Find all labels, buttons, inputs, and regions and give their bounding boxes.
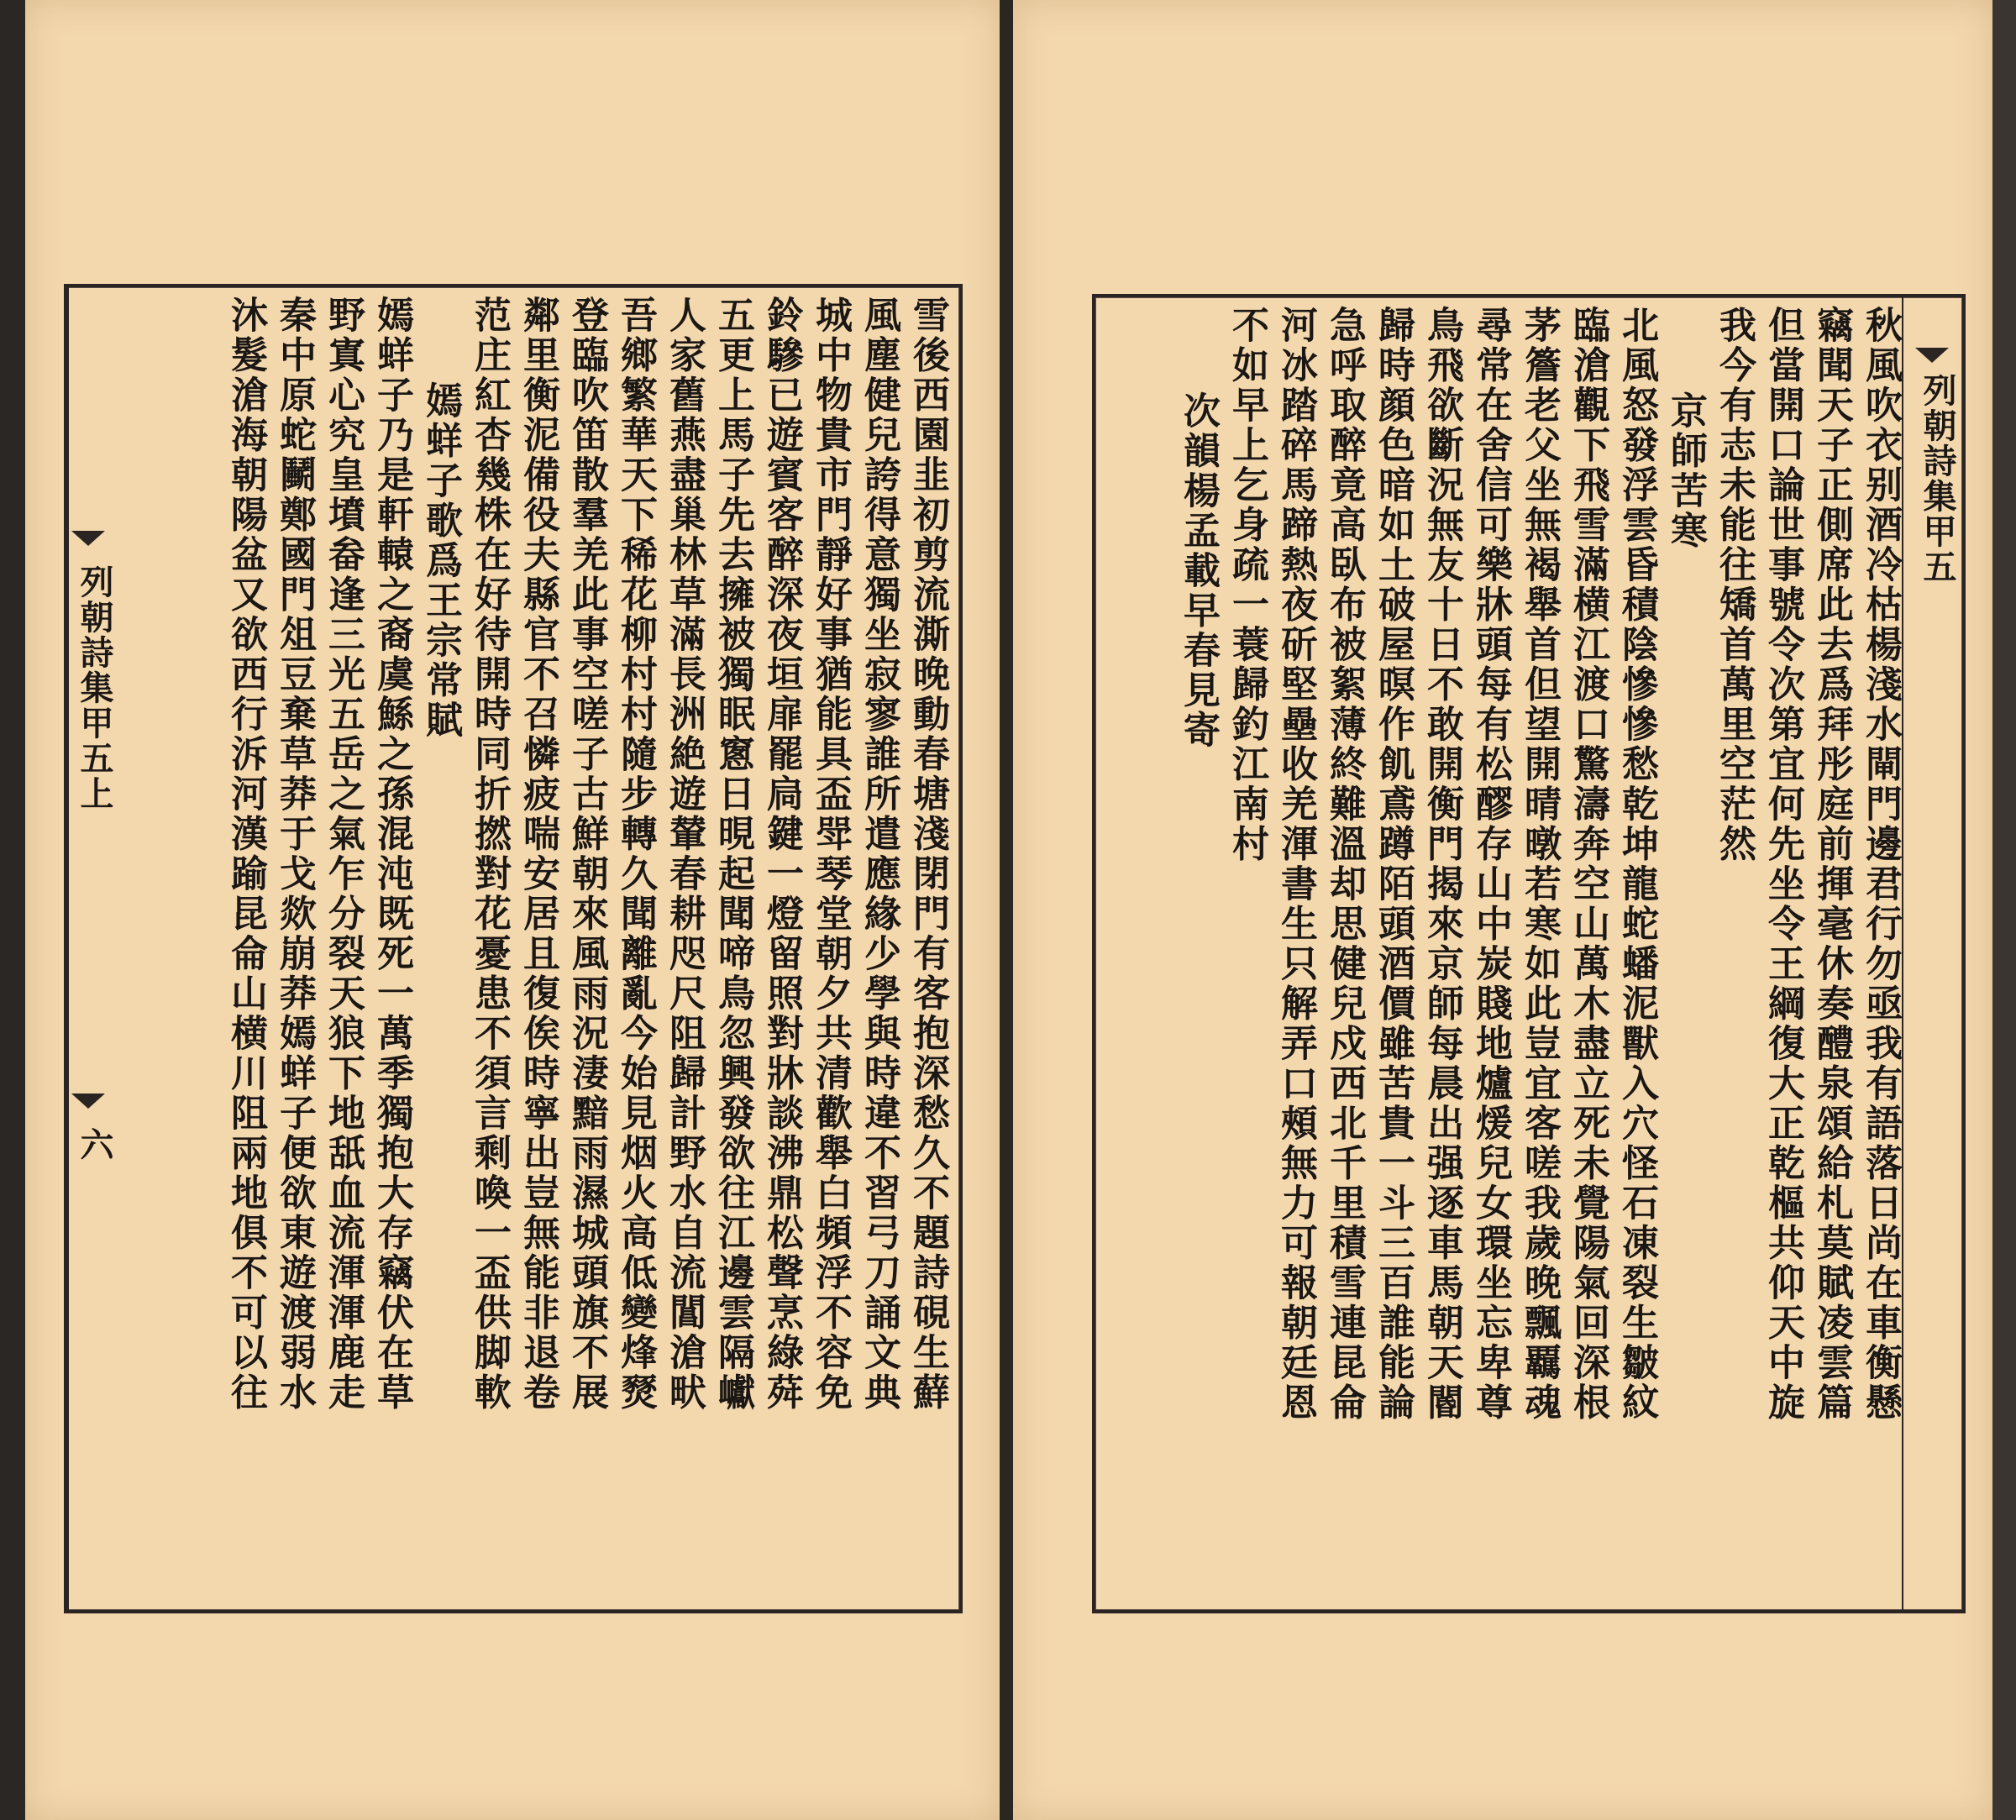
left-banxin	[67, 287, 114, 1610]
text-column: 城中物貴市門靜好事猶能具盃斝琴堂朝夕共清歡舉白頻浮不容免	[809, 296, 852, 1413]
poem-title: 次韻楊孟載早春見寄	[1177, 391, 1220, 751]
text-column: 不如早上乞身疏一蓑歸釣江南村	[1226, 306, 1268, 864]
text-column: 鄰里衡泥備役夫縣官不召憐疲喘安居且復俟時寧出豈無能非退卷	[517, 296, 559, 1413]
text-column: 五更上馬子先去擁被獨眠窻日晛起聞啼鳥忽興發欲往江邊雲隔巘	[711, 296, 754, 1413]
text-column: 歸時顔色暗如土破屋暝作飢鳶蹲陌頭酒價雖苦貴一斗三百誰能論	[1372, 306, 1415, 1423]
text-column: 河冰踏碎馬蹄熱夜斫堅壘收羌渾書生只解弄口頰無力可報朝廷恩	[1274, 306, 1317, 1423]
poem-title: 嫣蛘子歌爲王宗常賦	[419, 381, 462, 741]
text-column: 登臨吹笛散羣羌此事空嗟子古鮮朝來風雨況淒黯雨濕城頭旗不展	[565, 296, 608, 1413]
right-banxin-title: 列朝詩集甲五	[1918, 373, 1957, 585]
text-column: 野寘心究皇墳畚逢三光五岳之氣乍分裂天狼下地舐血流渾渾鹿走	[322, 296, 365, 1413]
fish-tail-mark	[71, 1094, 105, 1109]
right-text-block	[1105, 297, 1900, 1610]
poem-title: 京師苦寒	[1664, 391, 1707, 551]
text-column: 吾鄉繁華天下稀花柳村村隨步轉久聞離亂今始見烟火高低變烽燹	[614, 296, 657, 1413]
right-page-frame	[1092, 294, 1966, 1613]
text-column: 嫣蛘子乃是軒轅之裔虞鯀之孫混沌既死一萬季獨抱大存竊伏在草	[370, 296, 413, 1413]
text-column: 急呼取醉竟高臥布被絮薄終難溫却思健兒戍西北千里積雪連昆侖	[1323, 306, 1366, 1423]
right-banxin	[1902, 297, 1962, 1610]
text-column: 秦中原蛇鬭鄭國門俎豆棄草莽于戈欻崩莽嫣蛘子便欲東遊渡弱水	[273, 296, 316, 1413]
book-gutter	[1000, 0, 1013, 1820]
text-column: 沐髮滄海朝陽盆又欲西行泝河漢踰昆侖山横川阻兩地俱不可以往	[224, 296, 267, 1413]
text-column: 雪後西園韭初剪流澌晚動春塘淺閉門有客抱深愁久不題詩硯生蘚	[906, 296, 949, 1413]
text-column: 臨滄觀下飛雪滿横江渡口驚濤奔空山萬木盡立死未覺陽氣回深根	[1567, 306, 1609, 1423]
text-column: 北風怒發浮雲昏積陰慘慘愁乾坤龍蛇蟠泥獸入穴怪石凍裂生皺紋	[1615, 306, 1658, 1423]
left-banxin-title: 列朝詩集甲五上	[75, 564, 114, 811]
fish-tail-mark	[1915, 348, 1949, 363]
book-edge-left	[0, 0, 25, 1820]
left-leaf	[25, 0, 1000, 1820]
text-column: 人家舊燕盡巢林草滿長洲絶遊輦春耕咫尺阻歸計野水自流閶滄畎	[663, 296, 706, 1413]
text-column: 鳥飛欲斷況無友十日不敢開衡門揭來京師每晨出强逐車馬朝天閽	[1420, 306, 1463, 1423]
book-edge-right	[1992, 0, 2016, 1820]
left-text-block	[111, 287, 948, 1610]
fish-tail-mark	[71, 531, 105, 546]
text-column: 但當開口論世事號令次第宜何先坐令王綱復大正乾樞共仰天中旋	[1761, 306, 1804, 1423]
leaf-number: 六	[75, 1127, 114, 1161]
text-column: 秋風吹衣别酒冷枯楊淺水閘門邊君行勿亟我有語落日尚在車衡懸	[1859, 306, 1902, 1423]
text-column: 鈴驂已遊賓客醉深夜垣扉罷扃鍵一燈留照對牀談沸鼎松聲烹綠荈	[760, 296, 803, 1413]
left-page-frame	[64, 284, 963, 1613]
right-leaf	[1013, 0, 1992, 1820]
text-column: 竊聞天子正側席此去爲拜彤庭前揮毫休奏醴泉頌給札莫賦凌雲篇	[1810, 306, 1853, 1423]
text-column: 尋常在舍信可樂牀頭每有松醪存山中炭賤地爐煖兒女環坐忘卑尊	[1469, 306, 1512, 1423]
text-column: 茅簷老父坐無褐舉首但望開晴暾若寒如此豈宜客嗟我歲晚飄覊魂	[1518, 306, 1561, 1423]
text-column: 我今有志未能往矯首萬里空茫然	[1713, 306, 1756, 864]
text-column: 范庄紅杏幾株在好待開時同折撚對花憂患不須言剩喚一盃供脚軟	[468, 296, 511, 1413]
text-column: 風塵健兒誇得意獨坐寂寥誰所遣應緣少學與時違不習弓刀誦文典	[858, 296, 900, 1413]
